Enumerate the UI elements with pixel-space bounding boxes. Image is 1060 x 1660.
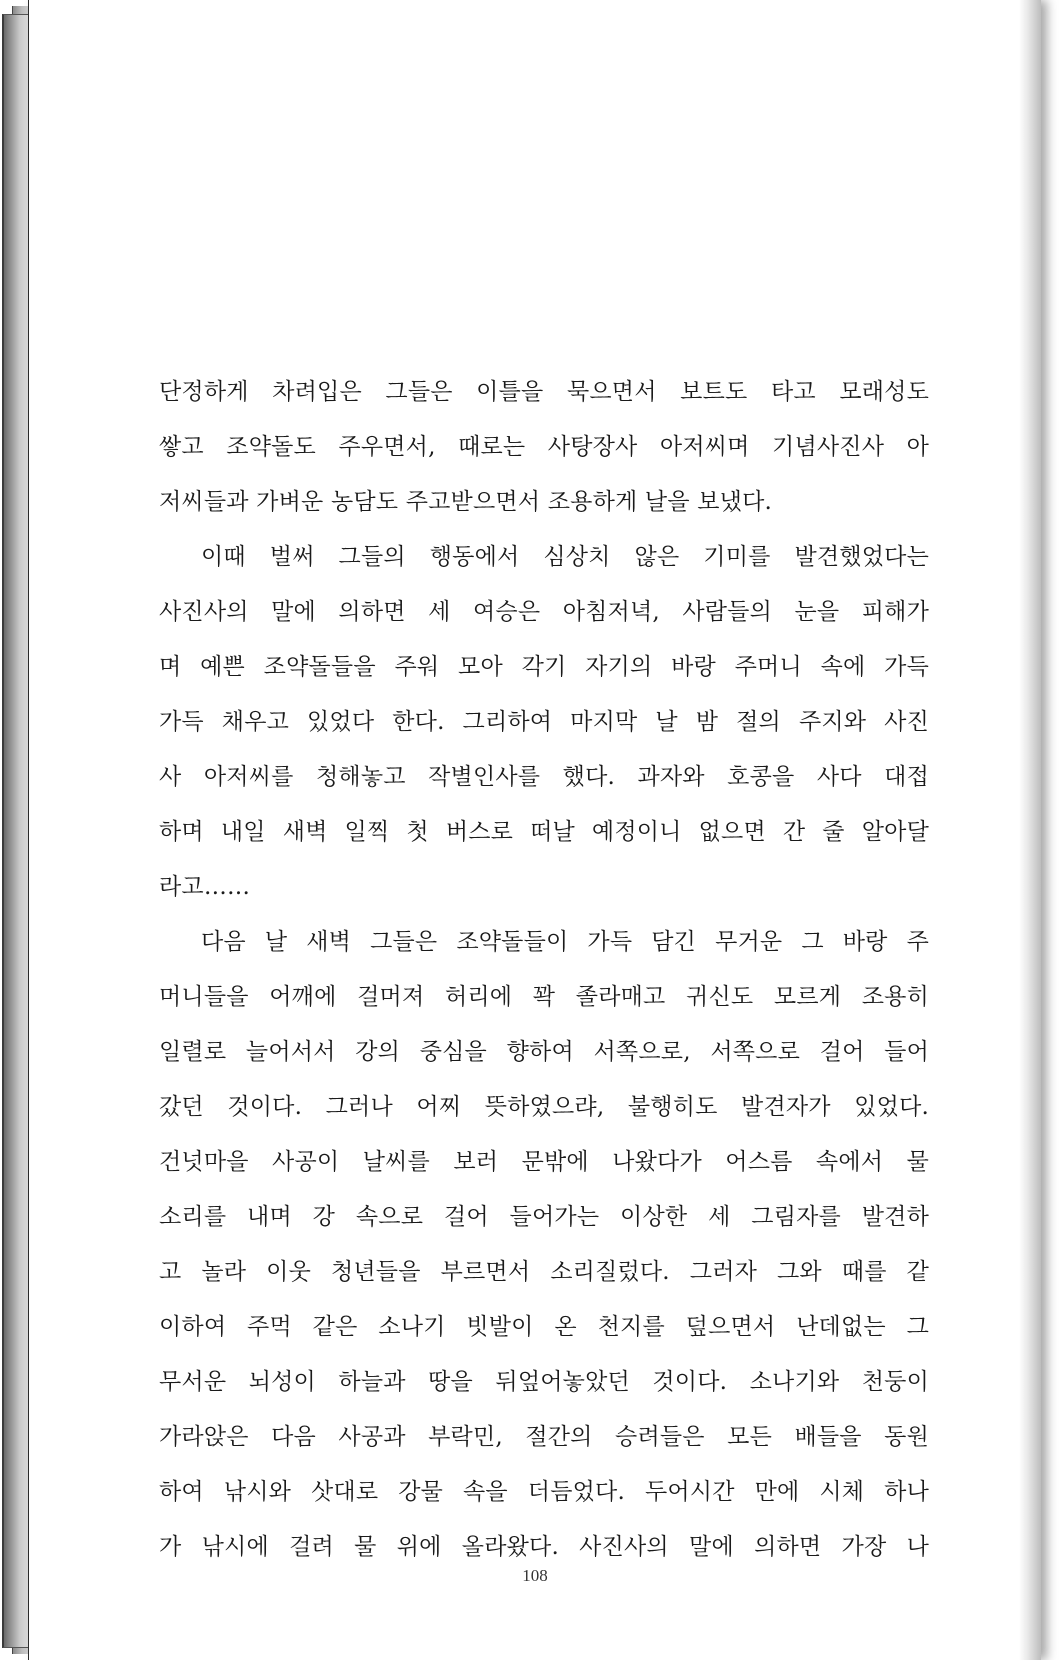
text-line: 가라앉은 다음 사공과 부락민, 절간의 승려들은 모든 배들을 동원 bbox=[159, 1424, 929, 1450]
text-line: 사 아저씨를 청해놓고 작별인사를 했다. 과자와 호콩을 사다 대접 bbox=[159, 764, 929, 790]
text-line: 무서운 뇌성이 하늘과 땅을 뒤엎어놓았던 것이다. 소나기와 천둥이 bbox=[159, 1369, 929, 1395]
text-line: 건넛마을 사공이 날씨를 보러 문밖에 나왔다가 어스름 속에서 물 bbox=[159, 1149, 929, 1175]
text-line: 소리를 내며 강 속으로 걸어 들어가는 이상한 세 그림자를 발견하 bbox=[159, 1204, 929, 1230]
page-curl-shadow bbox=[1019, 0, 1041, 1660]
text-line: 라고…… bbox=[159, 874, 251, 900]
text-line: 고 놀라 이웃 청년들을 부르면서 소리질렀다. 그러자 그와 때를 같 bbox=[159, 1259, 929, 1285]
text-line: 사진사의 말에 의하면 세 여승은 아침저녁, 사람들의 눈을 피해가 bbox=[159, 599, 929, 625]
text-line: 하여 낚시와 삿대로 강물 속을 더듬었다. 두어시간 만에 시체 하나 bbox=[159, 1479, 929, 1505]
text-line: 일렬로 늘어서서 강의 중심을 향하여 서쪽으로, 서쪽으로 걸어 들어 bbox=[159, 1039, 929, 1065]
text-line: 갔던 것이다. 그러나 어찌 뜻하였으랴, 불행히도 발견자가 있었다. bbox=[159, 1094, 929, 1120]
text-line: 저씨들과 가벼운 농담도 주고받으면서 조용하게 날을 보냈다. bbox=[159, 489, 773, 515]
text-line: 쌓고 조약돌도 주우면서, 때로는 사탕장사 아저씨며 기념사진사 아 bbox=[159, 434, 929, 460]
body-text bbox=[159, 372, 929, 1582]
text-line: 이때 벌써 그들의 행동에서 심상치 않은 기미를 발견했었다는 bbox=[201, 544, 929, 570]
text-line: 다음 날 새벽 그들은 조약돌들이 가득 담긴 무거운 그 바랑 주 bbox=[201, 929, 929, 955]
text-line: 이하여 주먹 같은 소나기 빗발이 온 천지를 덮으면서 난데없는 그 bbox=[159, 1314, 929, 1340]
book-spine-edge bbox=[0, 0, 30, 1660]
text-line: 하며 내일 새벽 일찍 첫 버스로 떠날 예정이니 없으면 간 줄 알아달 bbox=[159, 819, 929, 845]
page-number: 108 bbox=[522, 1566, 548, 1585]
text-line: 가 낚시에 걸려 물 위에 올라왔다. 사진사의 말에 의하면 가장 나 bbox=[159, 1534, 929, 1560]
page-edge-outer bbox=[2, 14, 30, 1648]
text-line: 단정하게 차려입은 그들은 이틀을 묵으면서 보트도 타고 모래성도 bbox=[159, 379, 929, 405]
text-line: 며 예쁜 조약돌들을 주워 모아 각기 자기의 바랑 주머니 속에 가득 bbox=[159, 654, 929, 680]
page-sheet bbox=[28, 0, 1041, 1660]
text-line: 가득 채우고 있었다 한다. 그리하여 마지막 날 밤 절의 주지와 사진 bbox=[159, 709, 929, 735]
text-line: 머니들을 어깨에 걸머져 허리에 꽉 졸라매고 귀신도 모르게 조용히 bbox=[159, 984, 929, 1010]
